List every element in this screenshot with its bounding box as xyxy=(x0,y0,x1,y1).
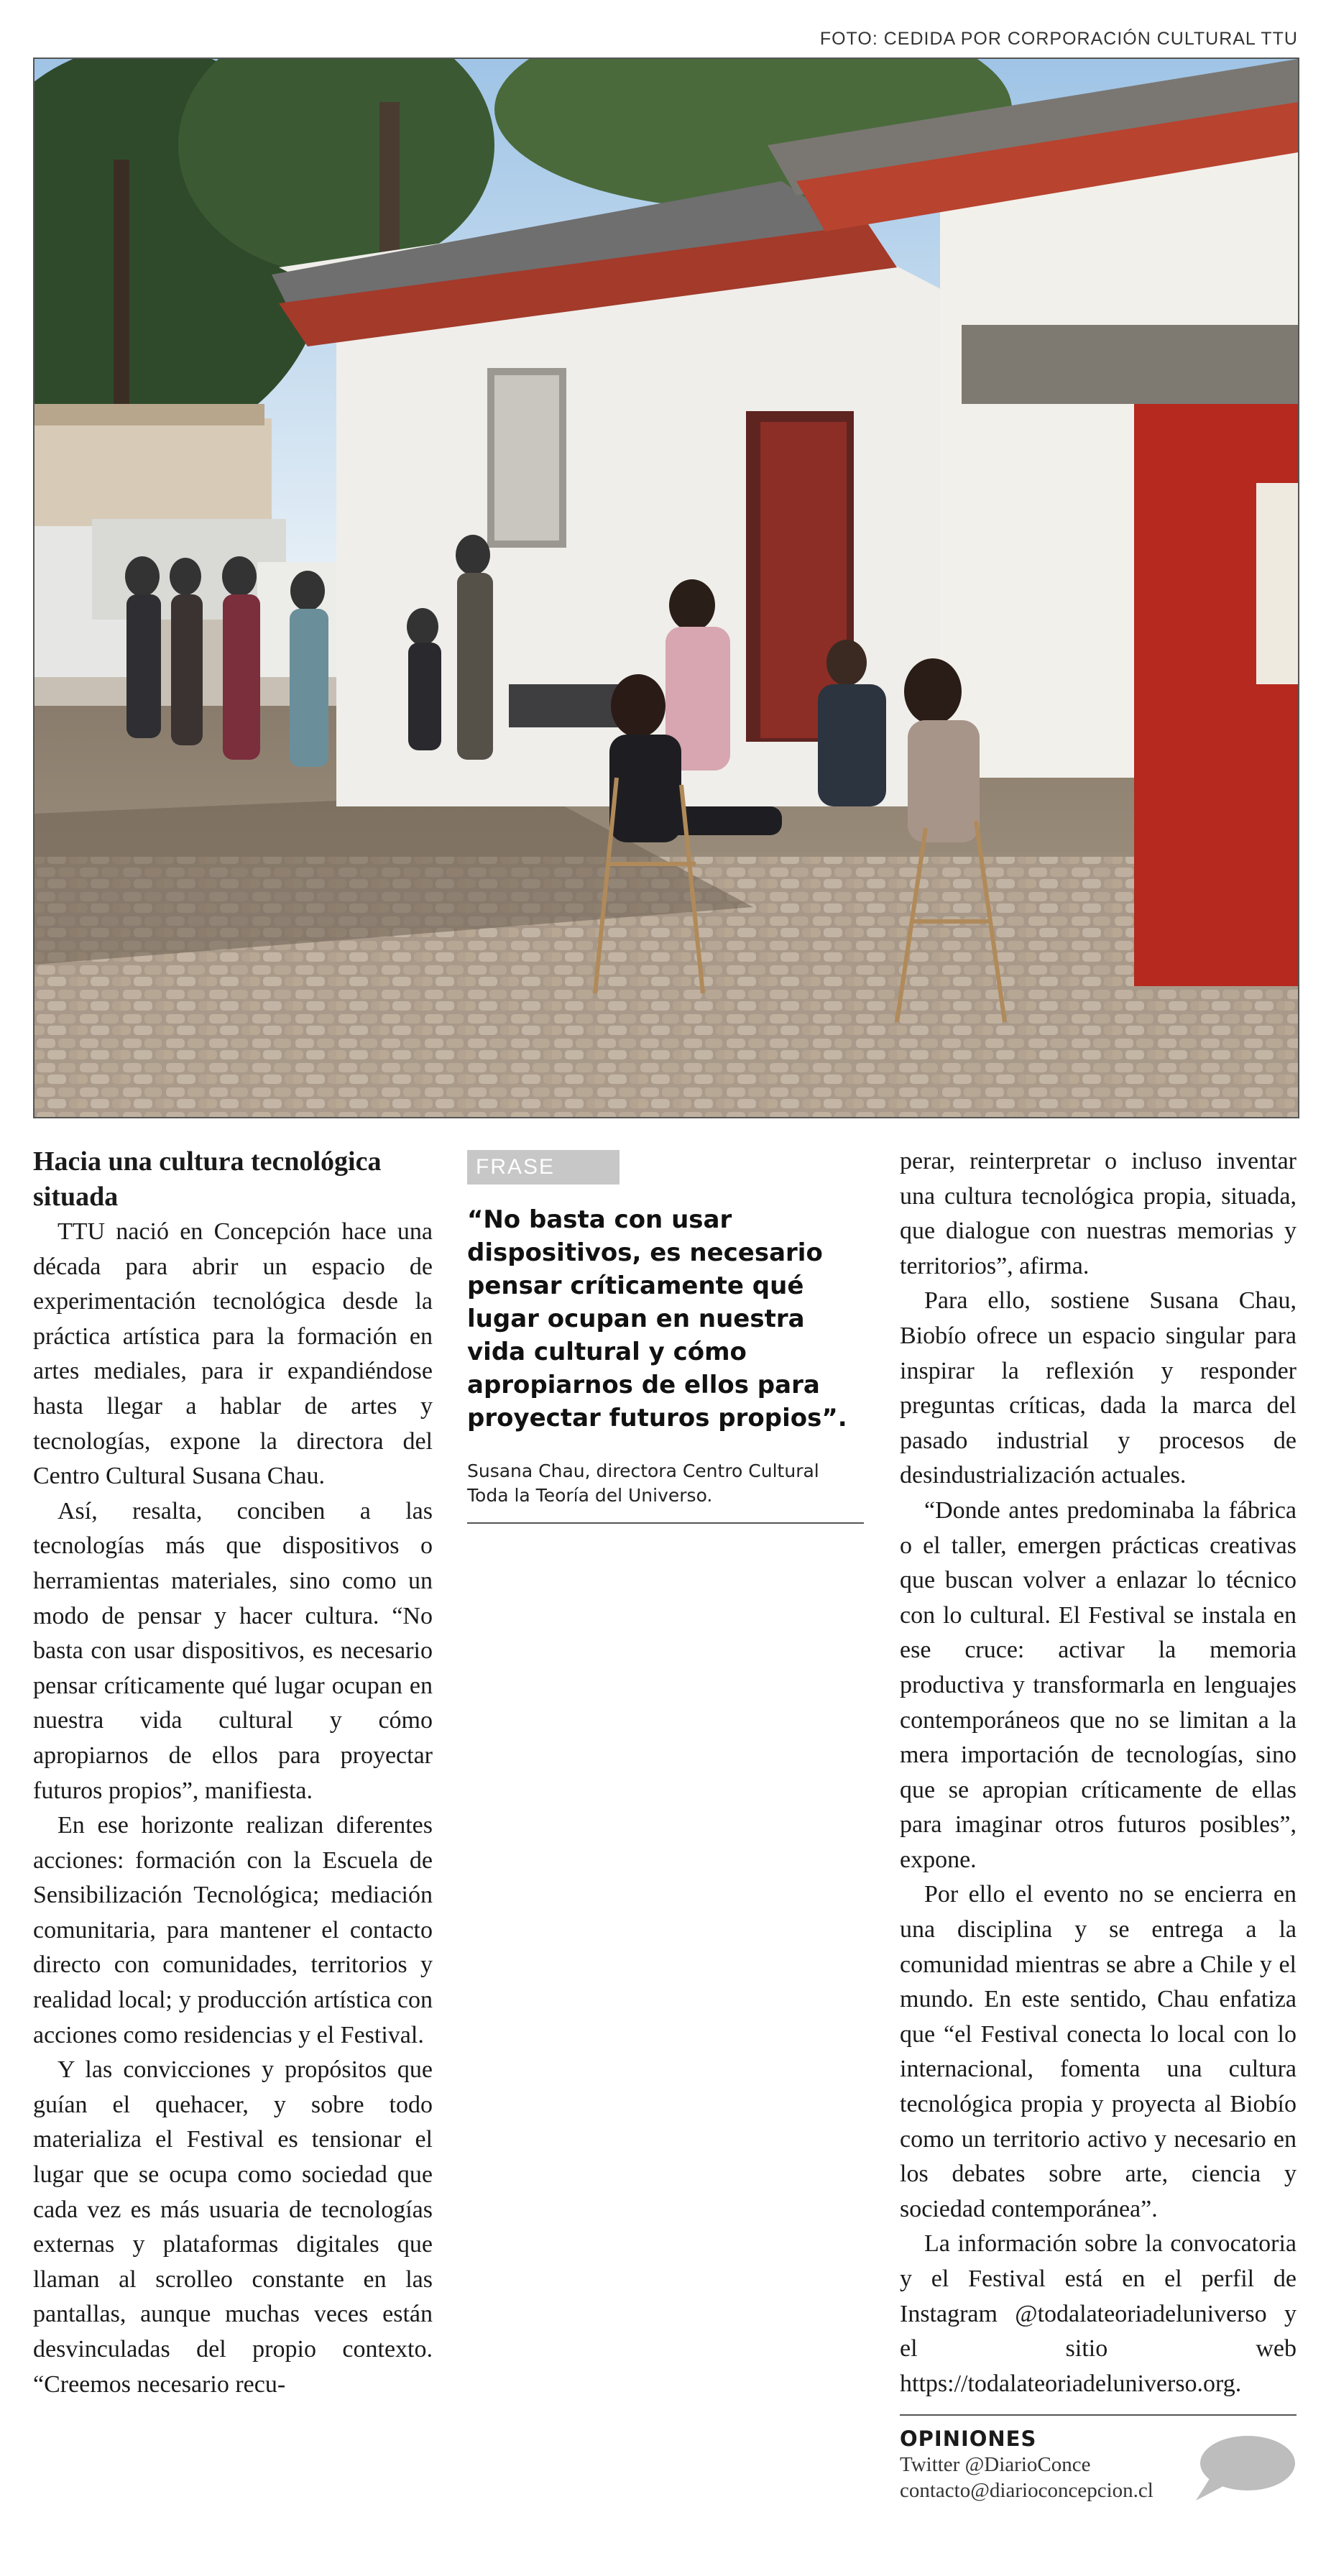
opiniones-divider xyxy=(900,2414,1297,2416)
paragraph: TTU nació en Concepción hace una década para abrir un espacio de experimentación tecnológica desde la práctica artística para la formación en artes mediales, para ir expandiéndose hasta llegar a hablar de artes y tecnologías, expone la directora del Centro Cultural Susana Chau. xyxy=(33,1218,433,1490)
twitter-handle: Twitter @DiarioConce xyxy=(900,2453,1091,2477)
article-body-col1 xyxy=(33,1215,433,2402)
article-headline: Hacia una cultura tecnológica situada xyxy=(33,1146,382,1212)
quote-divider xyxy=(467,1522,864,1524)
contact-email: contacto@diarioconcepcion.cl xyxy=(900,2479,1153,2503)
paragraph: Y las convicciones y propósitos que guían el quehacer, y sobre todo materializa el Festival es tensionar el lugar que se ocupa como sociedad que cada vez es más usuaria de tecnologías externas y plataformas digitales que llaman al scrolleo constante en las pantallas, aunque muchas veces están desvinculadas del propio contexto. “Creemos necesario recu- xyxy=(33,2056,433,2398)
frase-label: FRASE xyxy=(467,1150,620,1184)
article-column-3 xyxy=(900,1144,1297,2503)
opiniones-title: OPINIONES xyxy=(900,2426,1037,2452)
article-photo xyxy=(33,58,1299,1118)
paragraph: Por ello el evento no se encierra en una disciplina y se entrega a la comunidad mientras se abre a Chile y el mundo. En este sentido, Chau enfatiza que “el Festival conecta lo local con lo internacional, fomenta una cultura tecnológica propia y proyecta al Biobío como un territorio activo y necesario en los debates sobre arte, ciencia y sociedad contemporánea”. xyxy=(900,1881,1297,2222)
article-body-col3 xyxy=(900,1144,1297,2401)
paragraph: Así, resalta, conciben a las tecnologías más que dispositivos o herramientas materiales, sino como un modo de pensar y hacer cultura. “No basta con usar dispositivos, es necesario pensar críticamente qué lugar ocupan en nuestra vida cultural y cómo apropiarnos de ellos para proyectar futuros propios”, manifiesta. xyxy=(33,1497,433,1804)
paragraph: En ese horizonte realizan diferentes acciones: formación con la Escuela de Sensibilización Tecnológica; mediación comunitaria, para mantener el contacto directo con comunidades, territorios y realidad local; y producción artística con acciones como residencias y el Festival. xyxy=(33,1812,433,2048)
article-column-1 xyxy=(33,1144,433,2402)
paragraph: “Donde antes predominaba la fábrica o el taller, emergen prácticas creativas que buscan volver a enlazar lo técnico con lo cultural. El Festival se instala en ese cruce: activar la memoria productiva y transformarla en lenguajes contemporáneos que no se limitan a la mera importación de tecnologías, sino que se apropian críticamente de ellas para imaginar otros futuros posibles”, expone. xyxy=(900,1496,1297,1873)
speech-bubble-icon xyxy=(1189,2433,1297,2502)
paragraph: La información sobre la convocatoria y el Festival está en el perfil de Instagram @todalateoriadeluniverso y el sitio web https://todalateoriadeluniverso.org. xyxy=(900,2230,1297,2397)
opiniones-box xyxy=(900,2414,1297,2503)
photo-credit: FOTO: CEDIDA POR CORPORACIÓN CULTURAL TTU xyxy=(819,29,1298,49)
frase-box xyxy=(467,1144,864,1524)
paragraph: Para ello, sostiene Susana Chau, Biobío ofrece un espacio singular para inspirar la reflexión y responder preguntas críticas, dada la marca del pasado industrial y procesos de desindustrialización actuales. xyxy=(900,1287,1297,1489)
pull-quote: “No basta con usar dispositivos, es necesario pensar críticamente qué lugar ocupan en nuestra vida cultural y cómo apropiarnos de ellos para proyectar futuros propios”. xyxy=(467,1205,847,1432)
paragraph: perar, reinterpretar o incluso inventar una cultura tecnológica propia, situada, que dialogue con nuestras memorias y territorios”, afirma. xyxy=(900,1148,1297,1279)
quote-attribution: Susana Chau, directora Centro Cultural Toda la Teoría del Universo. xyxy=(467,1460,819,1506)
photo-illustration xyxy=(34,59,1298,1117)
